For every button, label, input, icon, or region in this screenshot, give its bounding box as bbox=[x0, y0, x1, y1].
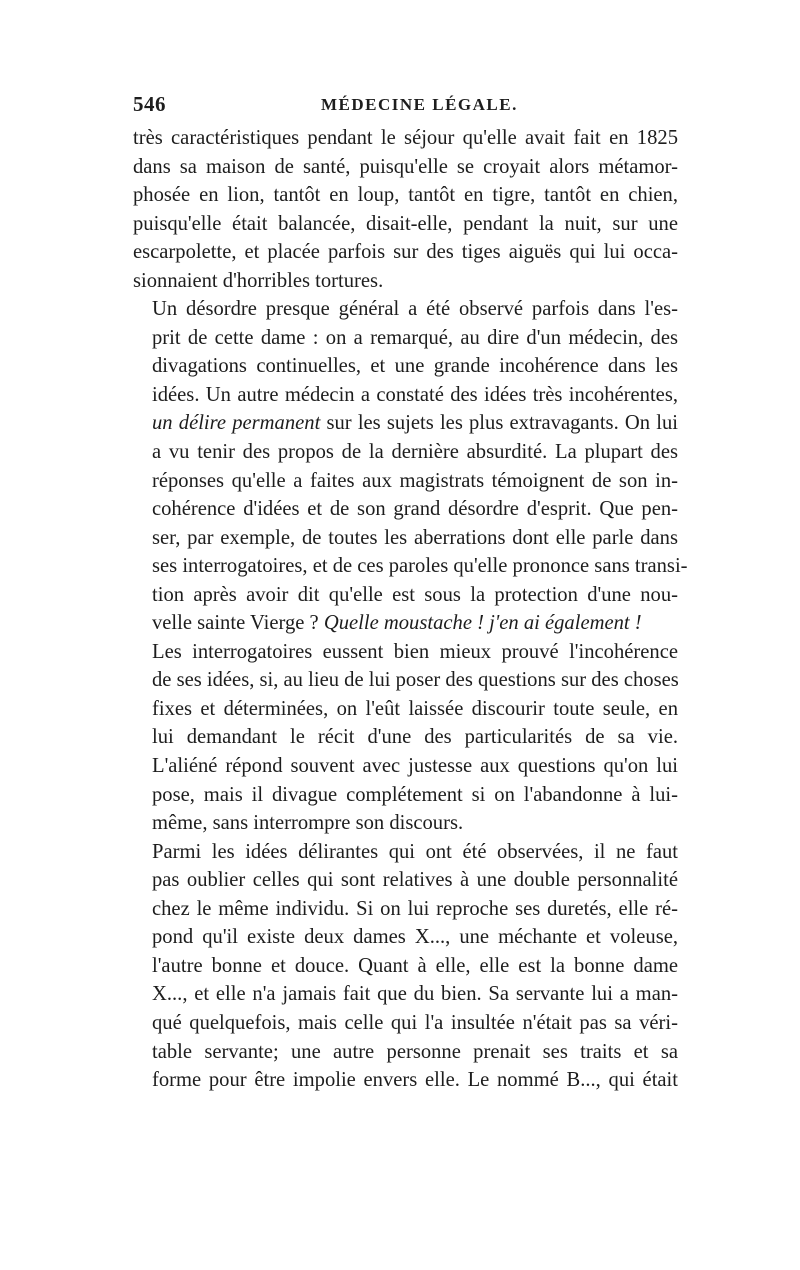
text-line bbox=[133, 381, 678, 410]
text-line bbox=[133, 438, 678, 467]
text-line bbox=[133, 952, 678, 981]
text-line bbox=[133, 752, 678, 781]
text-run: velle sainte Vierge ? bbox=[152, 612, 324, 635]
text-line bbox=[133, 895, 678, 924]
text-run: pas oublier celles qui sont relatives à une double personnalité bbox=[152, 869, 678, 892]
text-run: ses interrogatoires, et de ces paroles qu'elle prononce sans transi- bbox=[152, 555, 688, 578]
text-line bbox=[133, 295, 678, 324]
text-run: idées. Un autre médecin a constaté des idées très incohérentes, bbox=[152, 383, 678, 406]
text-run: de ses idées, si, au lieu de lui poser des questions sur des choses bbox=[152, 669, 679, 692]
text-run: l'autre bonne et douce. Quant à elle, elle est la bonne dame bbox=[152, 954, 678, 977]
text-run: cohérence d'idées et de son grand désordre d'esprit. Que pen- bbox=[152, 498, 678, 521]
text-line bbox=[133, 781, 678, 810]
text-line bbox=[133, 495, 678, 524]
text-line bbox=[133, 1066, 678, 1095]
text-line bbox=[133, 552, 688, 581]
text-run: Les interrogatoires eussent bien mieux prouvé l'incohérence bbox=[152, 640, 678, 663]
text-line bbox=[133, 695, 678, 724]
text-run: qué quelquefois, mais celle qui l'a insultée n'était pas sa véri- bbox=[152, 1011, 678, 1034]
text-line bbox=[133, 124, 678, 153]
paragraph bbox=[133, 124, 678, 295]
text-line bbox=[133, 609, 678, 638]
text-line bbox=[133, 980, 678, 1009]
paragraph bbox=[133, 838, 678, 1095]
text-line bbox=[133, 267, 678, 296]
running-head bbox=[133, 92, 678, 122]
text-run: même, sans interrompre son discours. bbox=[152, 812, 464, 835]
text-run: escarpolette, et placée parfois sur des tiges aiguës qui lui occa- bbox=[133, 241, 678, 264]
text-run: Un désordre presque général a été observé parfois dans l'es- bbox=[152, 298, 678, 321]
text-run: phosée en lion, tantôt en loup, tantôt en tigre, tantôt en chien, bbox=[133, 184, 678, 207]
paragraph bbox=[133, 638, 678, 838]
text-run: pose, mais il divague complétement si on l'abandonne à lui- bbox=[152, 783, 678, 806]
text-run: très caractéristiques pendant le séjour qu'elle avait fait en 1825 bbox=[133, 127, 678, 149]
text-run: a vu tenir des propos de la dernière absurdité. La plupart des bbox=[152, 441, 678, 464]
text-line bbox=[133, 723, 678, 752]
text-run: tion après avoir dit qu'elle est sous la protection d'une nou- bbox=[152, 583, 678, 606]
text-run: ser, par exemple, de toutes les aberrations dont elle parle dans bbox=[152, 526, 678, 549]
text-line bbox=[133, 809, 678, 838]
text-line bbox=[133, 324, 678, 353]
text-run: divagations continuelles, et une grande incohérence dans les bbox=[152, 355, 678, 378]
text-line bbox=[133, 238, 678, 267]
text-line bbox=[133, 352, 678, 381]
text-run: sionnaient d'horribles tortures. bbox=[133, 269, 384, 292]
text-run: table servante; une autre personne prenait ses traits et sa bbox=[152, 1040, 678, 1063]
italic-text: un délire permanent bbox=[152, 412, 321, 435]
paragraph bbox=[133, 295, 688, 638]
text-line bbox=[133, 638, 678, 667]
text-line bbox=[133, 866, 678, 895]
text-run: dans sa maison de santé, puisqu'elle se croyait alors métamor- bbox=[133, 155, 678, 178]
text-run: Parmi les idées délirantes qui ont été observées, il ne faut bbox=[152, 840, 678, 863]
text-line bbox=[133, 409, 678, 438]
text-run: prit de cette dame : on a remarqué, au dire d'un médecin, des bbox=[152, 326, 678, 349]
text-run: L'aliéné répond souvent avec justesse aux questions qu'on lui bbox=[152, 755, 678, 778]
text-line bbox=[133, 181, 678, 210]
text-run: X..., et elle n'a jamais fait que du bien. Sa servante lui a man- bbox=[152, 983, 678, 1006]
italic-text: Quelle moustache ! j'en ai également ! bbox=[323, 612, 642, 635]
text-run: réponses qu'elle a faites aux magistrats témoignent de son in- bbox=[152, 469, 678, 492]
text-line bbox=[133, 1009, 678, 1038]
text-run: sur les sujets les plus extravagants. On lui bbox=[320, 412, 678, 435]
text-line bbox=[133, 210, 678, 239]
text-run: forme pour être impolie envers elle. Le nommé B..., qui était bbox=[152, 1069, 678, 1092]
body-text bbox=[133, 124, 688, 1095]
text-run: lui demandant le récit d'une des particularités de sa vie. bbox=[152, 726, 678, 749]
text-line bbox=[133, 581, 678, 610]
text-line bbox=[133, 838, 678, 867]
text-line bbox=[133, 153, 678, 182]
text-run: fixes et déterminées, on l'eût laissée discourir toute seule, en bbox=[152, 697, 678, 720]
text-run: pond qu'il existe deux dames X..., une méchante et voleuse, bbox=[152, 926, 678, 949]
text-line bbox=[133, 666, 678, 695]
page-number: 546 bbox=[133, 92, 166, 116]
text-line bbox=[133, 524, 678, 553]
text-run: chez le même individu. Si on lui reproche ses duretés, elle ré- bbox=[152, 897, 678, 920]
text-line bbox=[133, 467, 678, 496]
text-line bbox=[133, 1038, 678, 1067]
text-line bbox=[133, 923, 678, 952]
running-title: MÉDECINE LÉGALE. bbox=[321, 95, 518, 114]
text-run: puisqu'elle était balancée, disait-elle, pendant la nuit, sur une bbox=[133, 212, 678, 235]
